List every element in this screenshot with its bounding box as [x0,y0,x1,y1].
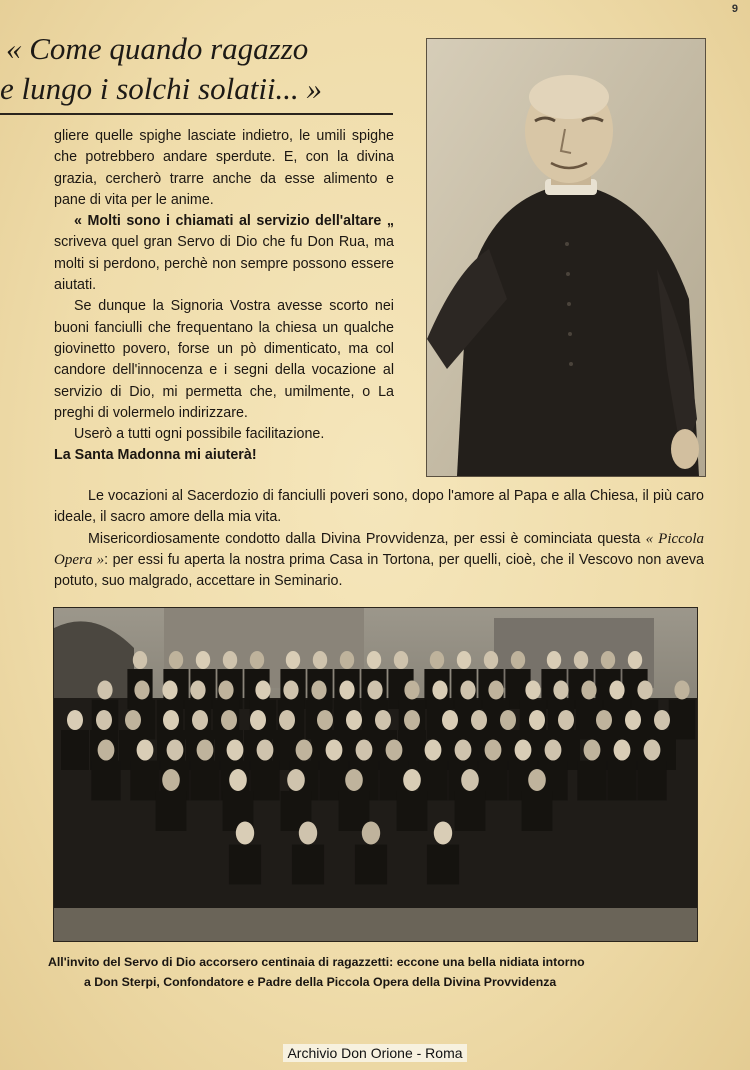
person-body [250,761,279,801]
person-body [229,845,261,885]
person-face [221,710,237,730]
person-face [286,651,300,669]
person-face [394,651,408,669]
intro-column [54,126,394,467]
person-face [299,822,317,845]
person-body [522,791,553,831]
person-body [607,761,636,801]
person-face [223,651,237,669]
person-face [386,740,403,761]
person-face [367,681,382,700]
person-face [574,651,588,669]
person-face [525,681,540,700]
person-face [192,710,208,730]
person-face [644,740,661,761]
person-face [581,681,596,700]
person-face [167,740,184,761]
title-line-2: e lungo i solchi solatii... » [0,71,323,106]
person-body [397,791,428,831]
person-face [283,681,298,700]
person-face [163,710,179,730]
person-face [628,651,642,669]
body-paragraph-2-start: Misericordiosamente condotto dalla Divina Provvidenza, per essi è cominciata questa [88,530,646,547]
intro-paragraph [54,445,394,466]
person-face [162,769,180,791]
person-face [162,681,177,700]
person-face [455,740,472,761]
portrait-photo [426,38,706,477]
person-face [529,710,545,730]
person-face [625,710,641,730]
intro-paragraph-text: gliere quelle spighe lasciate indietro, le umili spighe che potrebbero andare sperdute. E, con la divina grazia, cercherò trarre anche da esse alimento e pane di vita per le anime. [54,128,394,208]
person-face [326,740,343,761]
intro-paragraph-text: Se dunque la Signoria Vostra avesse scorto nei buoni fanciulli che frequentano la chiesa un qualche giovinetto povero, forse un pò dimenticato, ma col candore dell'innocenza e i segni della vocazione al servizio di Dio, mi permetta che, umilmente, o La preghi di volermelo indirizzare. [54,298,394,421]
person-face [515,740,532,761]
piccola-opera-italic: « Piccola Opera » [54,530,704,568]
person-face [296,740,313,761]
person-face [169,651,183,669]
person-face [125,710,141,730]
person-face [442,710,458,730]
article-title [0,28,395,114]
title-line-1: « Come quando ragazzo [6,31,309,66]
person-face [313,651,327,669]
person-face [190,681,205,700]
person-body [61,730,89,770]
person-face [67,710,83,730]
person-face [356,740,373,761]
person-face [345,769,363,791]
body-paragraph-1: Le vocazioni al Sacerdozio di fanciulli poveri sono, dopo l'amore al Papa e alla Chiesa, il più caro ideale, il sacro amore della mia vita. [54,488,704,526]
person-face [528,769,546,791]
person-face [317,710,333,730]
intro-paragraph [54,424,394,445]
person-face [197,740,214,761]
priest-portrait-illustration [427,39,705,476]
person-body [130,761,159,801]
person-face [485,740,502,761]
person-face [471,710,487,730]
intro-paragraph-bold-lead: La Santa Madonna mi aiuterà! [54,447,257,464]
person-body [292,845,324,885]
person-face [654,710,670,730]
person-face [250,710,266,730]
person-face [434,822,452,845]
person-face [97,681,112,700]
person-face [488,681,503,700]
person-face [339,681,354,700]
person-face [404,710,420,730]
group-photo [53,607,698,942]
person-face [601,651,615,669]
person-face [96,710,112,730]
body-paragraph-2-end: : per essi fu aperta la nostra prima Casa in Tortona, per quelli, cioè, che il Vescovo non aveva potuto, suo malgrado, accettare in Seminario. [54,551,704,590]
person-face [346,710,362,730]
person-body [355,845,387,885]
person-face [457,651,471,669]
person-face [553,681,568,700]
person-face [340,651,354,669]
person-face [674,681,689,700]
person-body [156,791,187,831]
person-face [311,681,326,700]
person-face [500,710,516,730]
person-face [403,769,421,791]
person-body [577,761,606,801]
person-body [190,761,219,801]
person-face [362,822,380,845]
person-face [134,681,149,700]
group-of-boys-illustration [54,608,697,941]
person-face [511,651,525,669]
person-face [257,740,274,761]
caption-line-2: a Don Sterpi, Confondatore e Padre della Piccola Opera della Divina Provvidenza [84,975,557,989]
photo-caption [40,952,730,992]
person-face [609,681,624,700]
person-face [367,651,381,669]
person-face [196,651,210,669]
person-face [137,740,154,761]
person-face [637,681,652,700]
intro-paragraph-text: Userò a tutti ogni possibile facilitazione. [74,426,325,443]
person-body [637,761,666,801]
caption-line-1: All'invito del Servo di Dio accorsero centinaia di ragazzetti: eccone una bella nidiata intorno [48,955,585,969]
person-face [255,681,270,700]
person-face [432,681,447,700]
person-face [484,651,498,669]
intro-paragraph-text: scriveva quel gran Servo di Dio che fu Don Rua, ma molti si perdono, perchè non sempre possono essere aiutati. [54,234,394,294]
archive-footer [0,1045,750,1061]
body-paragraph-2 [54,529,704,593]
person-face [461,769,479,791]
person-face [430,651,444,669]
intro-paragraph-bold-lead: « Molti sono i chiamati al servizio dell'altare „ [74,213,394,230]
person-face [375,710,391,730]
full-width-text [54,486,704,592]
person-face [250,651,264,669]
person-body [91,761,120,801]
person-face [558,710,574,730]
person-face [218,681,233,700]
person-face [404,681,419,700]
person-face [98,740,115,761]
intro-paragraph [54,211,394,296]
intro-paragraph [54,126,394,211]
title-underline [0,113,393,115]
person-face [279,710,295,730]
person-face [614,740,631,761]
person-face [545,740,562,761]
person-face [547,651,561,669]
page-number: 9 [731,3,738,15]
person-body [427,845,459,885]
person-body [455,791,486,831]
person-face [596,710,612,730]
person-face [133,651,147,669]
intro-paragraph [54,296,394,424]
person-face [229,769,247,791]
person-face [460,681,475,700]
person-face [227,740,244,761]
person-face [236,822,254,845]
person-face [584,740,601,761]
person-face [425,740,442,761]
person-face [287,769,305,791]
archive-label: Archivio Don Orione - Roma [283,1044,466,1062]
